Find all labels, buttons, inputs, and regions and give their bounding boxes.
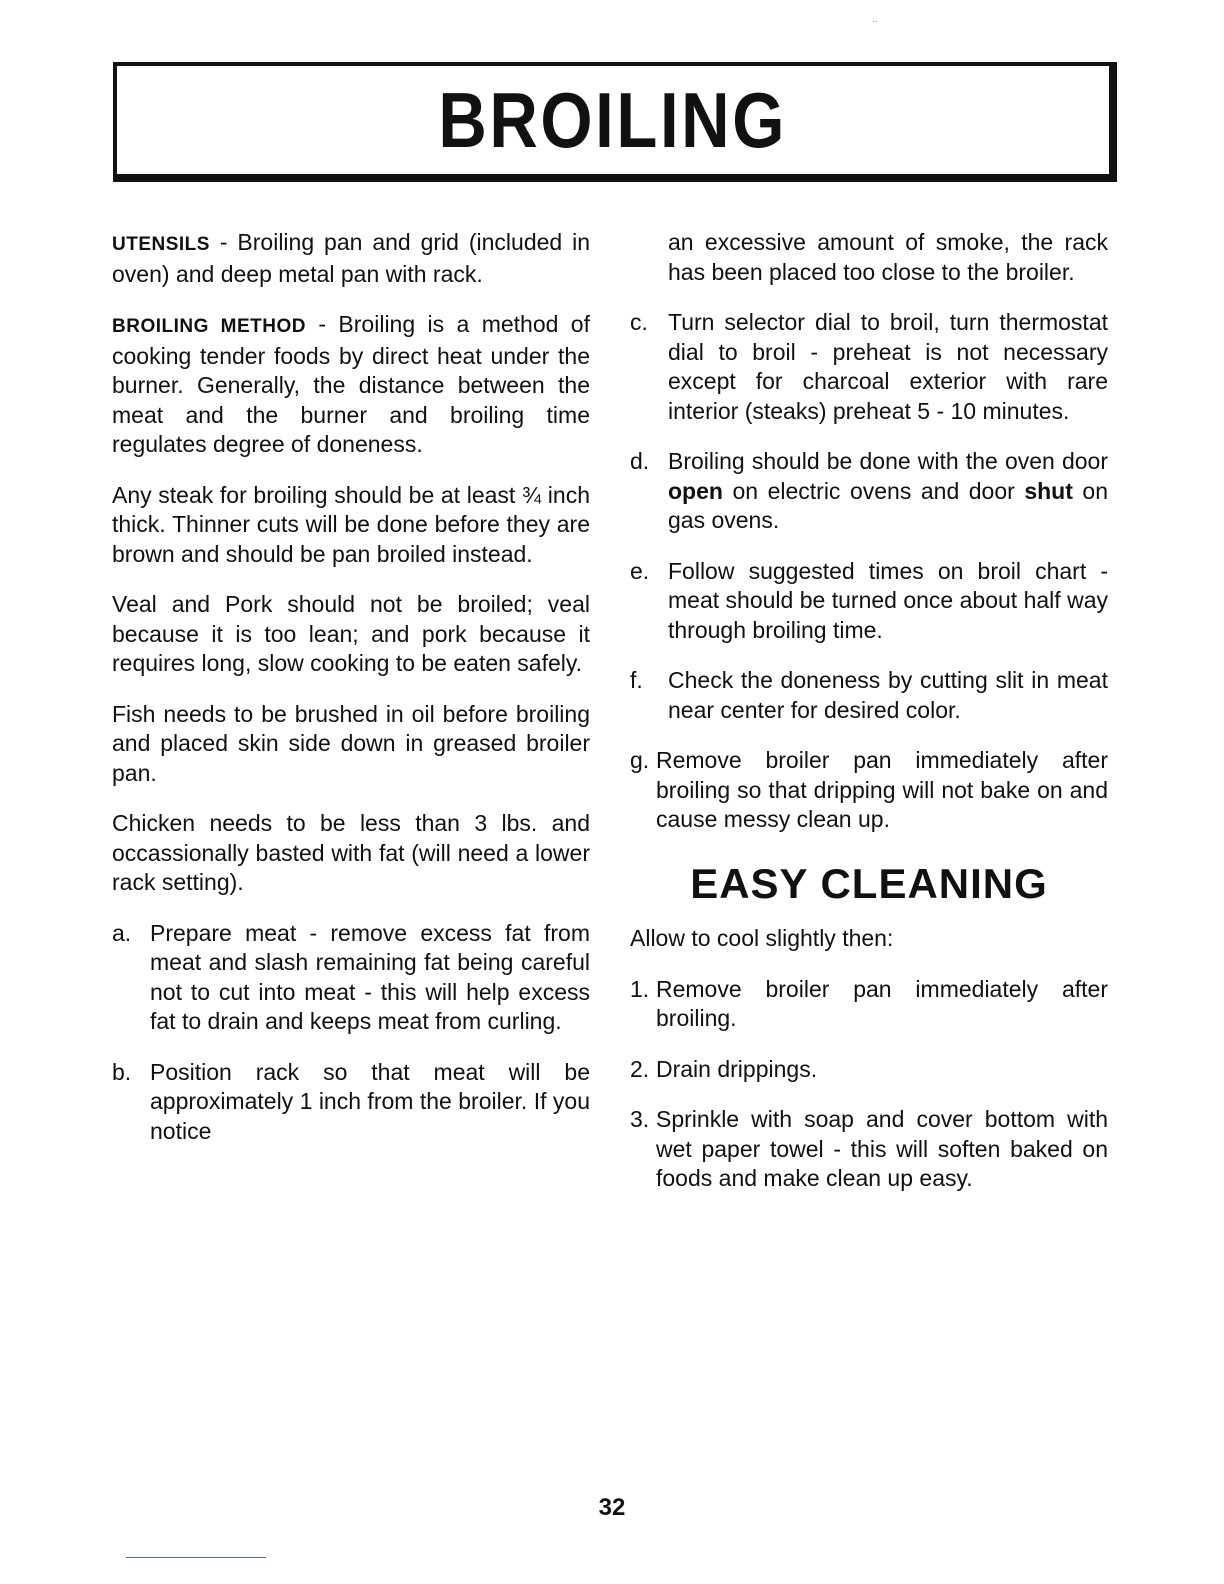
step-g xyxy=(630,746,1108,835)
step-text: Remove broiler pan immediately after broiling. xyxy=(656,975,1108,1031)
step-text: Drain drippings. xyxy=(656,1055,818,1082)
step-text: Follow suggested times on broil chart - meat should be turned once about half way through broiling time. xyxy=(668,557,1108,643)
step-marker: a. xyxy=(112,919,132,946)
step-c xyxy=(630,308,1108,426)
step-marker: d. xyxy=(630,448,650,474)
corner-mark: .. xyxy=(872,14,878,25)
step-marker: c. xyxy=(630,309,648,335)
right-column xyxy=(630,228,1108,1215)
step-marker: e. xyxy=(630,557,650,584)
step-text: on gas ovens. xyxy=(668,477,1108,533)
cleaning-step-1 xyxy=(630,975,1108,1034)
step-text: Sprinkle with soap and cover bottom with wet paper towel - this will soften baked on foods and make clean up easy. xyxy=(656,1106,1108,1191)
step-text: Prepare meat - remove excess fat from meat and slash remaining fat being careful not to cut into meat - this will help excess fat to drain and keeps meat from curling. xyxy=(150,919,590,1034)
step-marker: 1. xyxy=(630,975,650,1002)
cleaning-step-2 xyxy=(630,1055,1108,1085)
step-marker: b. xyxy=(112,1058,132,1085)
step-d xyxy=(630,447,1108,536)
divider-line xyxy=(126,1557,266,1558)
step-text: Remove broiler pan immediately after broiling so that dripping will not bake on and cause messy clean up. xyxy=(656,747,1108,832)
step-text: Broiling should be done with the oven door xyxy=(668,448,1108,474)
step-text: Position rack so that meat will be approximately 1 inch from the broiler. If you notice xyxy=(150,1058,590,1144)
cleaning-step-3 xyxy=(630,1105,1108,1194)
fish-paragraph: Fish needs to be brushed in oil before broiling and placed skin side down in greased broiler pan. xyxy=(112,700,590,786)
method-lead: BROILING METHOD xyxy=(112,316,306,337)
emphasis-shut: shut xyxy=(1024,477,1073,504)
method-paragraph xyxy=(112,310,590,460)
step-f xyxy=(630,666,1108,725)
step-marker: g. xyxy=(630,747,650,773)
step-e xyxy=(630,557,1108,646)
step-marker: 3. xyxy=(630,1106,650,1132)
steak-paragraph: Any steak for broiling should be at least ¾ inch thick. Thinner cuts will be done before they are brown and should be pan broiled instead. xyxy=(112,481,590,567)
step-b xyxy=(112,1058,590,1147)
utensils-paragraph xyxy=(112,228,590,289)
left-column xyxy=(112,228,590,1167)
step-text: Turn selector dial to broil, turn thermostat dial to broil - preheat is not necessary except for charcoal exterior with rare interior (steaks) preheat 5 - 10 minutes. xyxy=(668,309,1108,424)
veal-pork-paragraph: Veal and Pork should not be broiled; veal because it is too lean; and pork because it requires long, slow cooking to be eaten safely. xyxy=(112,591,590,676)
page-title: BROILING xyxy=(438,76,788,164)
page-number: 32 xyxy=(598,1494,626,1521)
step-text: on electric ovens and door xyxy=(722,477,1025,504)
step-b-continuation: an excessive amount of smoke, the rack has been placed too close to the broiler. xyxy=(668,229,1108,285)
step-text: Check the doneness by cutting slit in meat near center for desired color. xyxy=(668,667,1108,723)
emphasis-open: open xyxy=(668,477,723,504)
utensils-text: - Broiling pan and grid (included in oven) and deep metal pan with rack. xyxy=(112,229,590,287)
method-text: - Broiling is a method of cooking tender foods by direct heat under the burner. Generally, the distance between the meat and the burner and broiling time regulates degree of doneness. xyxy=(112,311,590,457)
cleaning-intro: Allow to cool slightly then: xyxy=(630,925,894,951)
step-marker: 2. xyxy=(630,1055,650,1082)
step-marker: f. xyxy=(630,667,643,693)
step-a xyxy=(112,919,590,1037)
chicken-paragraph: Chicken needs to be less than 3 lbs. and occassionally basted with fat (will need a lower rack setting). xyxy=(112,810,590,895)
title-box xyxy=(113,62,1117,182)
utensils-lead: UTENSILS xyxy=(112,234,210,255)
easy-cleaning-heading: EASY CLEANING xyxy=(690,859,1048,907)
